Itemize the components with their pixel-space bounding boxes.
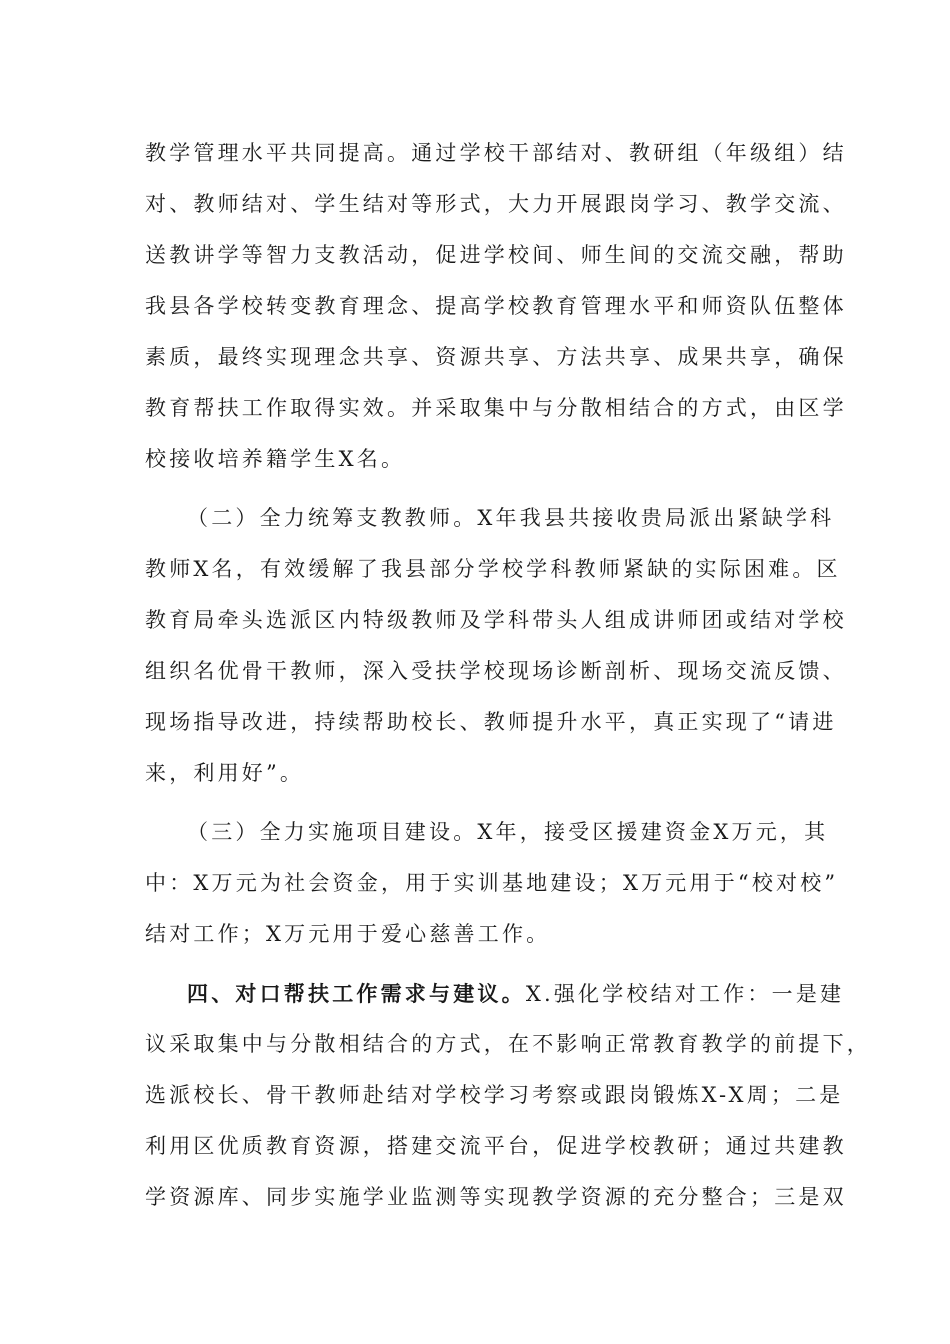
text-line: 我县各学校转变教育理念、提高学校教育管理水平和师资队伍整体 [145, 294, 847, 318]
section-heading: 四、对口帮扶工作需求与建议。 [187, 981, 526, 1006]
text-line: 教师X名，有效缓解了我县部分学校学科教师紧缺的实际困难。区 [145, 557, 841, 581]
text-line: 送教讲学等智力支教活动，促进学校间、师生间的交流交融，帮助 [145, 243, 847, 267]
text-line: 议采取集中与分散相结合的方式，在不影响正常教育教学的前提下， [145, 1032, 871, 1056]
text-line: 对、教师结对、学生结对等形式，大力开展跟岗学习、教学交流、 [145, 192, 847, 216]
paragraph-2 [145, 493, 847, 799]
text-line: 教学管理水平共同提高。通过学校干部结对、教研组（年级组）结 [145, 141, 847, 165]
text-line: 校接收培养籍学生X名。 [145, 447, 406, 471]
text-run: X.强化学校结对工作：一是建 [525, 982, 845, 1006]
text-line: 组织名优骨干教师，深入受扶学校现场诊断剖析、现场交流反馈、 [145, 659, 847, 683]
text-line: 现场指导改进，持续帮助校长、教师提升水平，真正实现了“请进 [145, 710, 837, 734]
paragraph-3 [145, 807, 839, 960]
text-line: 素质，最终实现理念共享、资源共享、方法共享、成果共享，确保 [145, 345, 847, 369]
paragraph-4 [145, 968, 871, 1223]
text-line: 教育帮扶工作取得实效。并采取集中与分散相结合的方式，由区学 [145, 396, 847, 420]
text-line [145, 968, 845, 1019]
paragraph-1 [145, 128, 847, 485]
document-page [145, 128, 871, 1223]
text-line: （三）全力实施项目建设。X年，接受区援建资金X万元，其 [187, 820, 829, 844]
text-line: 结对工作；X万元用于爱心慈善工作。 [145, 922, 551, 946]
text-line: 中：X万元为社会资金，用于实训基地建设；X万元用于“校对校” [145, 871, 839, 895]
text-line: （二）全力统筹支教教师。X年我县共接收贵局派出紧缺学科 [187, 506, 835, 530]
text-line: 学资源库、同步实施学业监测等实现教学资源的充分整合；三是双 [145, 1185, 847, 1209]
text-line: 选派校长、骨干教师赴结对学校学习考察或跟岗锻炼X-X周；二是 [145, 1083, 844, 1107]
text-line: 教育局牵头选派区内特级教师及学科带头人组成讲师团或结对学校 [145, 608, 847, 632]
text-line: 利用区优质教育资源，搭建交流平台，促进学校教研；通过共建教 [145, 1134, 847, 1158]
text-line: 来，利用好”。 [145, 761, 305, 785]
